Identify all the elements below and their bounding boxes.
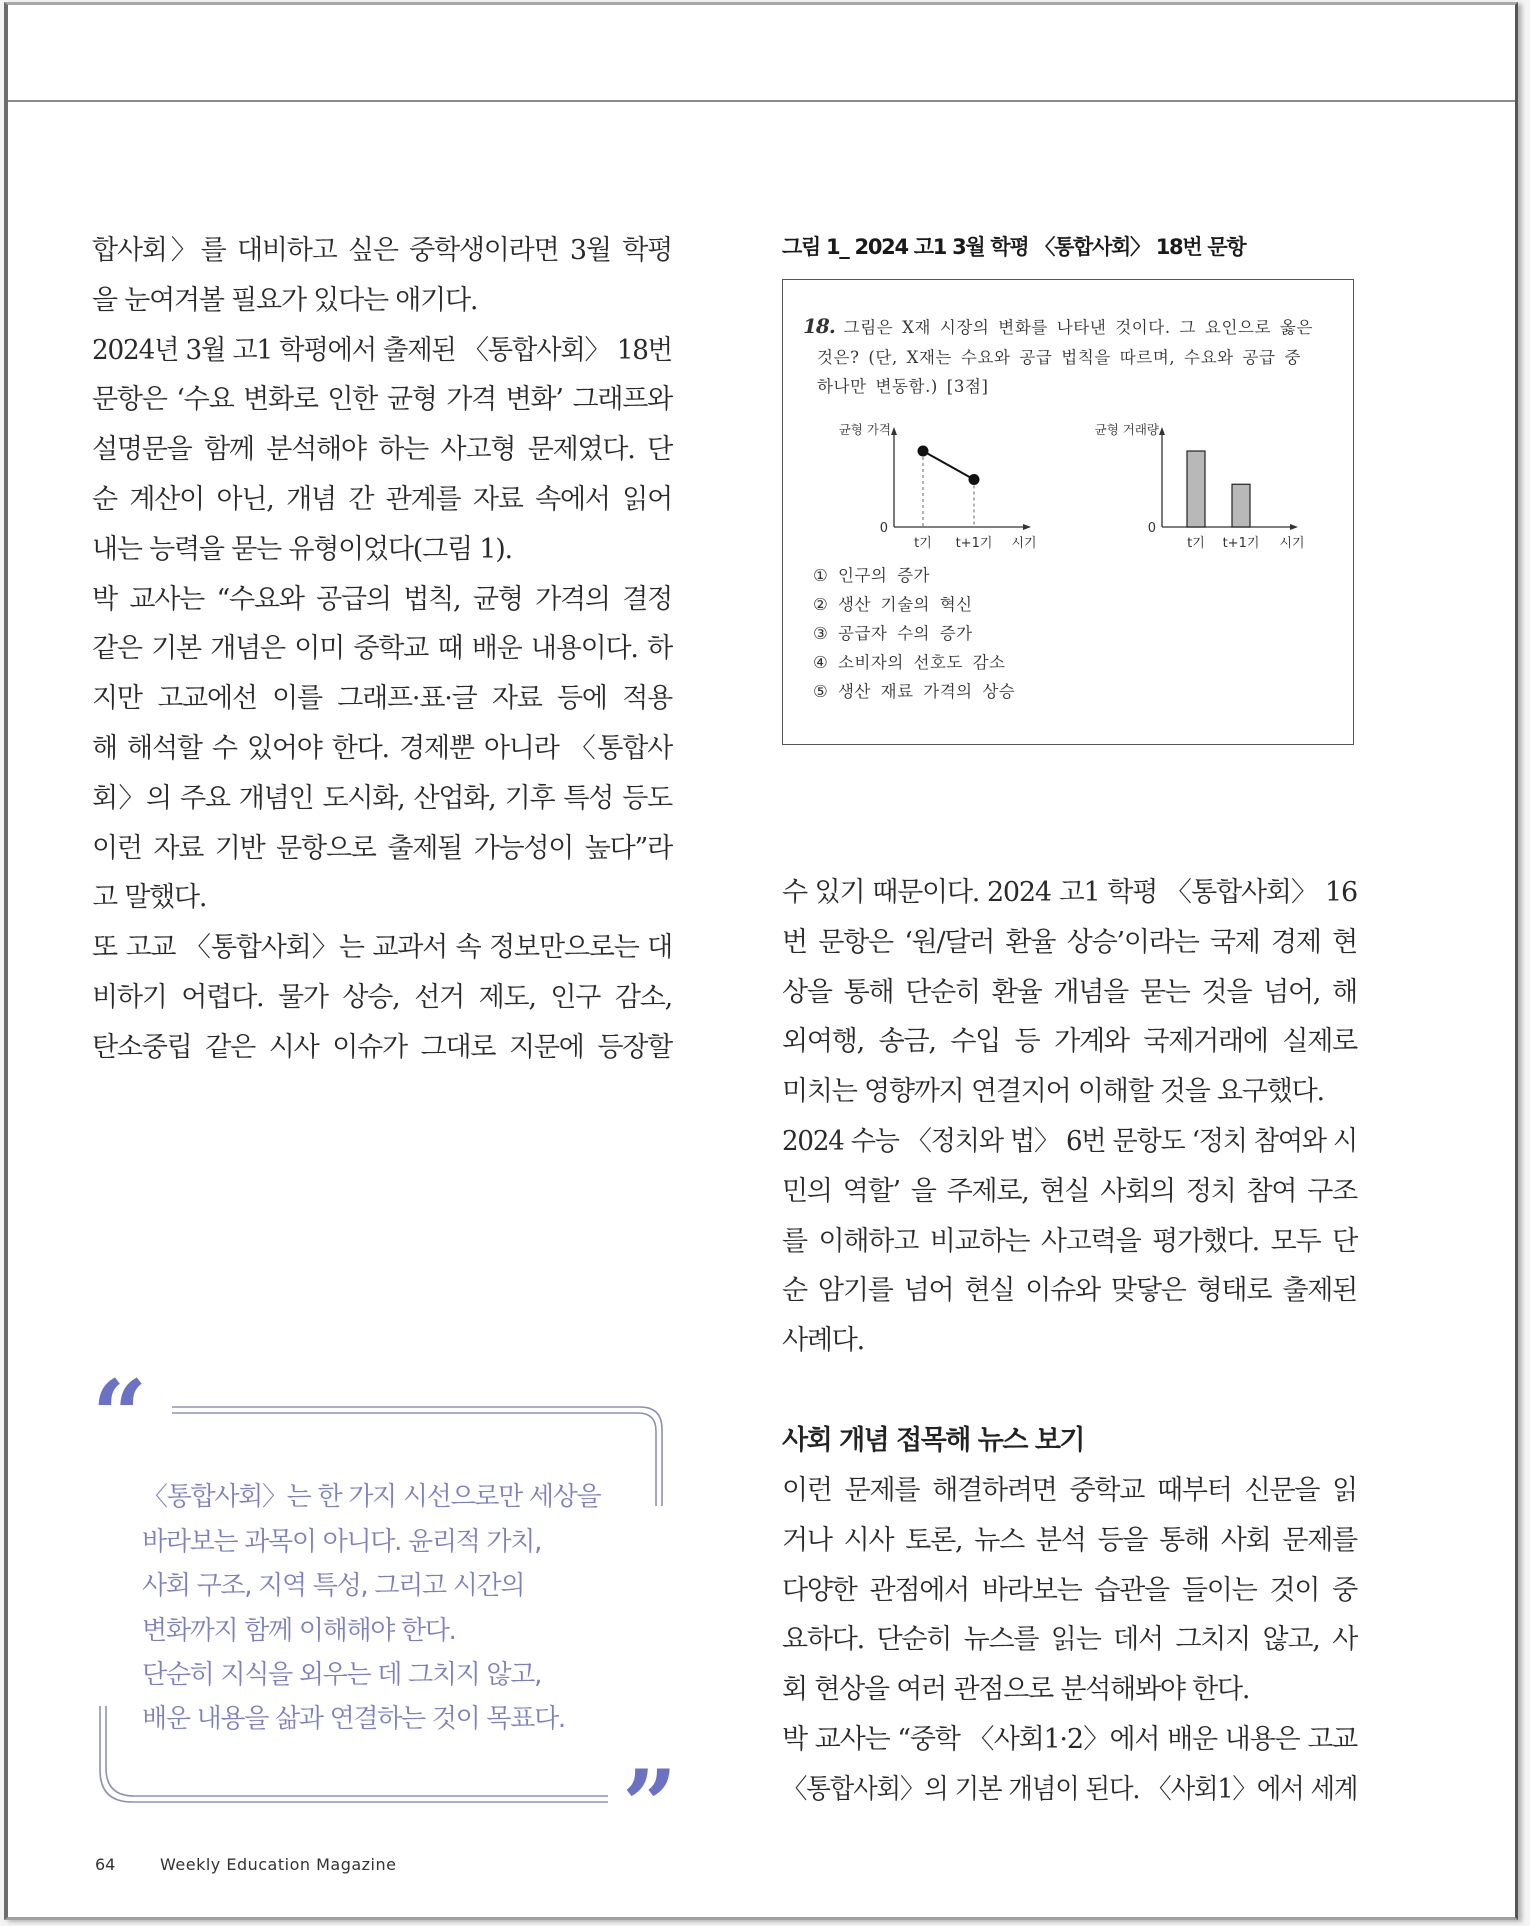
question-line: 것은? (단, X재는 수요와 공급 법칙을 따르며, 수요와 공급 중 (817, 348, 1301, 367)
question-line: 하나만 변동함.) [3점] (817, 377, 989, 396)
bar (1187, 451, 1205, 527)
bar (1232, 484, 1250, 527)
body-text-line: 비하기 어렵다. 물가 상승, 선거 제도, 인구 감소, (92, 981, 672, 1013)
body-text-line: 박 교사는 “수요와 공급의 법칙, 균형 가격의 결정 (92, 583, 672, 615)
body-text-line: 민의 역할’ 을 주제로, 현실 사회의 정치 참여 구조 (782, 1175, 1357, 1207)
y-axis-arrow-icon (1159, 427, 1165, 435)
quote-line: 〈통합사회〉는 한 가지 시선으로만 세상을 (142, 1482, 601, 1512)
choice-3: ③ 공급자 수의 증가 (813, 624, 973, 643)
question-text: 그림은 X재 시장의 변화를 나타낸 것이다. 그 요인으로 옳은 (843, 318, 1314, 337)
choice-1: ① 인구의 증가 (813, 566, 930, 585)
body-text-line: 다양한 관점에서 바라보는 습관을 들이는 것이 중 (782, 1574, 1357, 1606)
body-text-line: 내는 능력을 묻는 유형이었다(그림 1). (92, 533, 512, 565)
open-quote-icon: “ (92, 1359, 148, 1472)
figure-charts (783, 280, 1355, 746)
origin-label: 0 (1147, 521, 1156, 536)
body-text-line: 요하다. 단순히 뉴스를 읽는 데서 그치지 않고, 사 (782, 1624, 1357, 1656)
body-text-line: 이런 문제를 해결하려면 중학교 때부터 신문을 읽 (782, 1475, 1357, 1506)
body-text-line: 순 암기를 넘어 현실 이슈와 맞닿은 형태로 출제된 (782, 1275, 1357, 1307)
body-text-line: 거나 시사 토론, 뉴스 분석 등을 통해 사회 문제를 (782, 1524, 1357, 1556)
body-text-line: 합사회〉를 대비하고 싶은 중학생이라면 3월 학평 (92, 235, 672, 266)
magazine-title: Weekly Education Magazine (160, 1855, 397, 1874)
body-text-line: 회 현상을 여러 관점으로 분석해봐야 한다. (782, 1674, 1250, 1706)
quote-line: 바라보는 과목이 아니다. 윤리적 가치, (142, 1527, 542, 1557)
origin-label: 0 (879, 521, 888, 536)
close-quote-icon: ” (622, 1749, 678, 1862)
body-text-line: 또 고교 〈통합사회〉는 교과서 속 정보만으로는 대 (92, 932, 672, 964)
body-text-line: 설명문을 함께 분석해야 하는 사고형 문제였다. 단 (92, 434, 672, 466)
body-text-line: 문항은 ‘수요 변화로 인한 균형 가격 변화’ 그래프와 (92, 384, 672, 416)
body-text-line: 를 이해하고 비교하는 사고력을 평가했다. 모두 단 (782, 1225, 1357, 1257)
choice-5: ⑤ 생산 재료 가격의 상승 (813, 682, 1016, 701)
body-text-line: 미치는 영향까지 연결지어 이해할 것을 요구했다. (782, 1076, 1324, 1108)
y-axis-label: 균형 가격 (838, 422, 891, 437)
body-text-line: 2024년 3월 고1 학평에서 출제된 〈통합사회〉 18번 (92, 334, 672, 366)
x-tick-label: t기 (914, 536, 932, 551)
figure-box (782, 279, 1354, 745)
question-number: 18. (803, 314, 835, 338)
data-point (969, 474, 980, 485)
body-text-line: 번 문항은 ‘원/달러 환율 상승’이라는 국제 경제 현 (782, 926, 1357, 958)
quote-line: 단순히 지식을 외우는 데 그치지 않고, (142, 1660, 542, 1690)
x-axis-arrow-icon (1290, 524, 1298, 530)
body-text-line: 2024 수능 〈정치와 법〉 6번 문항도 ‘정치 참여와 시 (782, 1125, 1358, 1157)
right-column-body (782, 868, 1357, 1366)
pull-quote (92, 1359, 692, 1862)
x-axis-label: 시기 (1011, 536, 1037, 551)
x-axis-label: 시기 (1279, 536, 1305, 551)
body-text-line: 회〉의 주요 개념인 도시화, 산업화, 기후 특성 등도 (92, 782, 672, 814)
quote-line: 변화까지 함께 이해해야 한다. (142, 1616, 456, 1646)
body-text-line: 외여행, 송금, 수입 등 가계와 국제거래에 실제로 (782, 1026, 1357, 1058)
body-text-line: 을 눈여겨볼 필요가 있다는 애기다. (92, 284, 478, 316)
page-number: 64 (95, 1855, 116, 1874)
x-tick-label: t+1기 (955, 536, 993, 551)
body-text-line: 〈통합사회〉의 기본 개념이 된다. 〈사회1〉에서 세계 (782, 1773, 1358, 1805)
quote-line: 사회 구조, 지역 특성, 그리고 시간의 (142, 1571, 525, 1601)
quote-line: 배운 내용을 삶과 연결하는 것이 목표다. (142, 1704, 565, 1734)
body-text-line: 같은 기본 개념은 이미 중학교 때 배운 내용이다. 하 (92, 633, 672, 665)
x-tick-label: t기 (1187, 536, 1205, 551)
body-text-line: 탄소중립 같은 시사 이슈가 그대로 지문에 등장할 (92, 1031, 672, 1063)
body-text-line: 수 있기 때문이다. 2024 고1 학평 〈통합사회〉 16 (782, 877, 1357, 908)
body-text-line: 지만 고교에선 이를 그래프·표·글 자료 등에 적용 (92, 683, 672, 715)
body-text-line: 해 해석할 수 있어야 한다. 경제뿐 아니라 〈통합사 (92, 732, 672, 764)
data-point (918, 446, 929, 457)
y-axis-label: 균형 거래량 (1094, 422, 1159, 437)
x-axis-arrow-icon (1023, 524, 1031, 530)
series-line (923, 451, 974, 480)
body-text-line: 순 계산이 아닌, 개념 간 관계를 자료 속에서 읽어 (92, 483, 672, 515)
figure-title: 그림 1_ 2024 고1 3월 학평 〈통합사회〉 18번 문항 (782, 235, 1246, 259)
header-rule (8, 100, 1515, 102)
choice-4: ④ 소비자의 선호도 감소 (813, 653, 1006, 672)
section-body (782, 1466, 1357, 1815)
body-text-line: 박 교사는 “중학 〈사회1·2〉에서 배운 내용은 고교 (782, 1723, 1357, 1755)
x-tick-label: t+1기 (1222, 536, 1260, 551)
quote-frame (92, 1380, 692, 1830)
body-text-line: 사례다. (782, 1325, 865, 1357)
left-column-body (92, 226, 672, 1073)
body-text-line: 상을 통해 단순히 환율 개념을 묻는 것을 넘어, 해 (782, 976, 1357, 1008)
body-text-line: 이런 자료 기반 문항으로 출제될 가능성이 높다”라 (92, 832, 672, 864)
y-axis-arrow-icon (891, 427, 897, 435)
section-heading: 사회 개념 접목해 뉴스 보기 (782, 1425, 1085, 1456)
body-text-line: 고 말했다. (92, 882, 207, 914)
choice-2: ② 생산 기술의 혁신 (813, 595, 973, 614)
